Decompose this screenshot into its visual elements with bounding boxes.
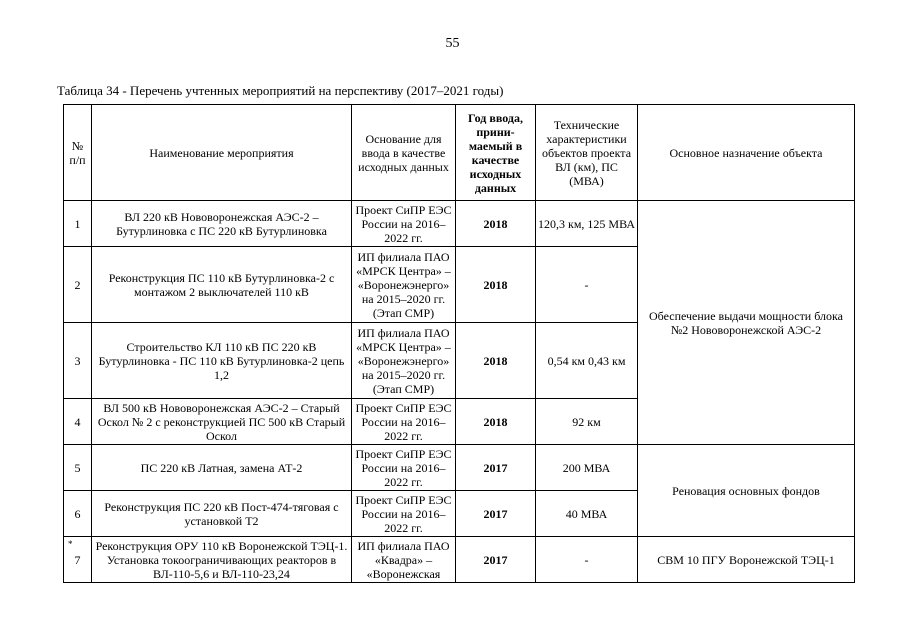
row-year: 2018	[456, 201, 536, 247]
row-tech: -	[536, 247, 638, 323]
row-tech: 0,54 км 0,43 км	[536, 323, 638, 399]
row-year: 2017	[456, 445, 536, 491]
row-tech: -	[536, 537, 638, 583]
row-num: 2	[64, 247, 92, 323]
row-num: 1	[64, 201, 92, 247]
row-tech: 40 МВА	[536, 491, 638, 537]
table-row	[64, 445, 855, 491]
row-tech: 120,3 км, 125 МВА	[536, 201, 638, 247]
row-year: 2018	[456, 399, 536, 445]
row-year: 2017	[456, 491, 536, 537]
purpose-group-3: СВМ 10 ПГУ Воронежской ТЭЦ-1	[638, 537, 855, 583]
row-basis: ИП филиала ПАО «МРСК Центра» – «Воронежэнерго» на 2015–2020 гг. (Этап СМР)	[352, 323, 456, 399]
measures-table	[63, 104, 855, 583]
table-caption: Таблица 34 - Перечень учтенных мероприятий на перспективу (2017–2021 годы)	[57, 83, 504, 98]
header-purpose: Основное назначение объекта	[638, 105, 855, 201]
row-name: Строительство КЛ 110 кВ ПС 220 кВ Бутурлиновка - ПС 110 кВ Бутурлиновка-2 цепь 1,2	[92, 323, 352, 399]
row-tech: 92 км	[536, 399, 638, 445]
page-number: 55	[445, 36, 460, 51]
row-year: 2017	[456, 537, 536, 583]
row-basis: Проект СиПР ЕЭС России на 2016–2022 гг.	[352, 445, 456, 491]
row-year: 2018	[456, 323, 536, 399]
row-num: 7	[64, 537, 92, 583]
header-tech: Технические характеристики объектов проекта ВЛ (км), ПС (МВА)	[536, 105, 638, 201]
row-name: Реконструкция ПС 220 кВ Пост-474-тяговая с установкой Т2	[92, 491, 352, 537]
row-name: Реконструкция ПС 110 кВ Бутурлиновка-2 с монтажом 2 выключателей 110 кВ	[92, 247, 352, 323]
row-num: 3	[64, 323, 92, 399]
row-name: ВЛ 220 кВ Нововоронежская АЭС-2 – Бутурлиновка с ПС 220 кВ Бутурлиновка	[92, 201, 352, 247]
header-row	[64, 105, 855, 201]
purpose-group-2: Реновация основных фондов	[638, 445, 855, 537]
row-tech: 200 МВА	[536, 445, 638, 491]
row-basis: Проект СиПР ЕЭС России на 2016–2022 гг.	[352, 201, 456, 247]
header-year: Год ввода, прини-маемый в качестве исходных данных	[456, 105, 536, 201]
header-num: № п/п	[64, 105, 92, 201]
row-basis: Проект СиПР ЕЭС России на 2016–2022 гг.	[352, 399, 456, 445]
row-name: ВЛ 500 кВ Нововоронежская АЭС-2 – Старый Оскол № 2 с реконструкцией ПС 500 кВ Старый Оскол	[92, 399, 352, 445]
row-year: 2018	[456, 247, 536, 323]
table-row	[64, 537, 855, 583]
row-num: 6	[64, 491, 92, 537]
header-name: Наименование мероприятия	[92, 105, 352, 201]
row-basis: Проект СиПР ЕЭС России на 2016–2022 гг.	[352, 491, 456, 537]
margin-mark: *	[68, 539, 73, 549]
row-basis: ИП филиала ПАО «МРСК Центра» – «Воронежэнерго» на 2015–2020 гг. (Этап СМР)	[352, 247, 456, 323]
row-num: 4	[64, 399, 92, 445]
row-num: 5	[64, 445, 92, 491]
row-name: ПС 220 кВ Латная, замена АТ-2	[92, 445, 352, 491]
table-row	[64, 201, 855, 247]
header-basis: Основание для ввода в качестве исходных данных	[352, 105, 456, 201]
purpose-group-1: Обеспечение выдачи мощности блока №2 Нововоронежской АЭС-2	[638, 201, 855, 445]
row-basis: ИП филиала ПАО «Квадра» – «Воронежская	[352, 537, 456, 583]
row-name: Реконструкция ОРУ 110 кВ Воронежской ТЭЦ-1. Установка токоограничивающих реакторов в ВЛ-110-5,6 и ВЛ-110-23,24	[92, 537, 352, 583]
